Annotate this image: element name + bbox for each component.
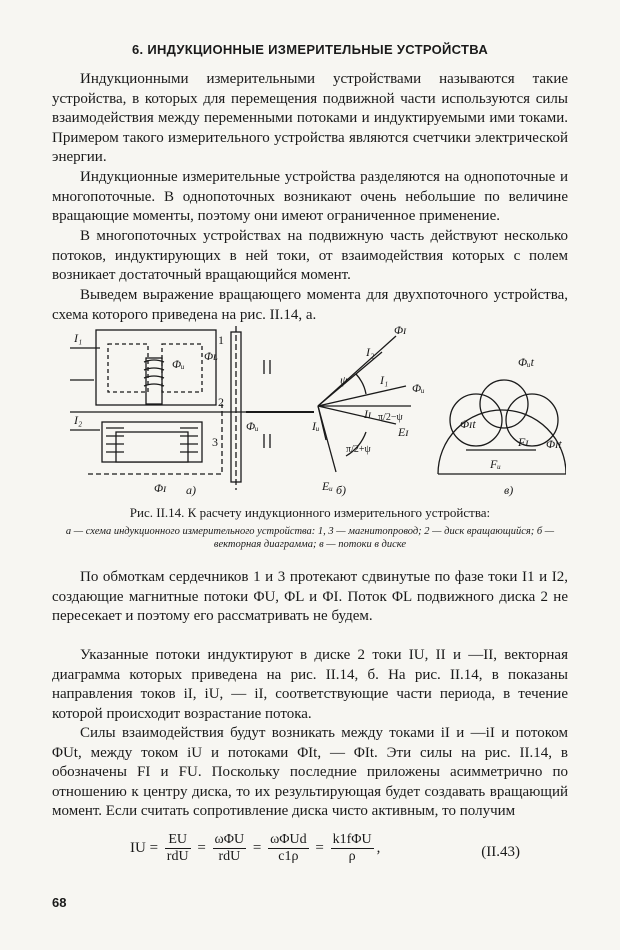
eq-frac-3: $\frac{\text{ωΦUd}}{c1\rho}$ <box>270 832 307 864</box>
svg-text:Φʟ: Φʟ <box>204 349 218 363</box>
svg-text:Fᵤ: Fᵤ <box>490 457 501 471</box>
section-heading: 6. ИНДУКЦИОННЫЕ ИЗМЕРИТЕЛЬНЫЕ УСТРОЙСТВА <box>131 42 489 57</box>
page-number: 68 <box>52 895 67 910</box>
label-i1: I₁ <box>74 331 83 345</box>
svg-text:Φᵤ: Φᵤ <box>246 419 259 433</box>
paragraph-3: В многопоточных устройствах на подвижную часть действуют несколько потоков, индуктирующих в ней токи, от взаимодействия которых с полем возникает достаточный вращающийся момент. <box>52 228 568 283</box>
svg-text:Φɪt: Φɪt <box>460 417 476 431</box>
svg-text:I₂: I₂ <box>366 345 375 359</box>
paragraph-2: Индукционные измерительные устройства разделяются на однопоточные и многопоточные. В однопоточных возникают очень небольшие по величине вращающие моменты, поэтому они имеют ограниченное применение. <box>52 169 568 224</box>
disk-flux-diagram <box>438 380 566 474</box>
svg-text:Iᵤ: Iᵤ <box>312 419 320 433</box>
svg-text:Iɪ: Iɪ <box>364 407 372 421</box>
svg-text:Eᵤ: Eᵤ <box>322 479 333 493</box>
paragraph-5: По обмоткам сердечников 1 и 3 протекают сдвинутые по фазе токи I1 и I2, создающие магнитные потоки ΦU, ΦL и ΦI. Поток ΦL подвижного диска 2 не пересекает и поэтому его рассматривать не будем. <box>52 569 568 624</box>
paragraph-4: Выведем выражение вращающего момента для двухпоточного устройства, схема которого приведена на рис. II.14, а. <box>52 287 568 323</box>
eq-frac-1: $\frac{EU}{\text{rdU}}$ <box>166 832 189 864</box>
equation-number: (II.43) <box>481 844 520 860</box>
svg-text:б): б) <box>336 483 347 497</box>
svg-text:Φᵤt: Φᵤt <box>518 355 534 369</box>
svg-text:I₂: I₂ <box>74 413 83 427</box>
svg-text:Φᵤ: Φᵤ <box>172 357 185 371</box>
svg-text:π/2+ψ: π/2+ψ <box>346 444 371 455</box>
eq-lhs: IU = <box>130 839 159 856</box>
svg-text:Φɪ: Φɪ <box>394 323 407 337</box>
svg-text:1: 1 <box>218 333 224 347</box>
svg-text:Φɪt: Φɪt <box>546 437 562 451</box>
svg-text:Φɪ: Φɪ <box>154 481 167 495</box>
figure-ii-14 <box>66 322 566 498</box>
eq-frac-2: $\frac{\text{ωΦU}}{\text{rdU}}$ <box>214 832 245 864</box>
svg-text:Φᵤ: Φᵤ <box>412 381 425 395</box>
eq-frac-4: $\frac{\text{k1fΦU}}{\rho}$ <box>332 832 372 864</box>
paragraph-6: Указанные потоки индуктируют в диске 2 токи IU, II и —II, векторная диаграмма которых приведена на рис. II.14, б. На рис. II.14, в показаны направления токов iI, iU, — iI, соответствующие части периода, в течение которой происходит возрастание потока. <box>52 647 568 722</box>
figure-caption: Рис. II.14. К расчету индукционного измерительного устройства: <box>129 505 491 520</box>
svg-text:π/2−ψ: π/2−ψ <box>378 412 403 423</box>
paragraph-7: Силы взаимодействия будут возникать между токами iI и —iI и потоком ΦUt, между током iU и потоками ΦIt, — ΦIt. Эти силы на рис. II.14, в обозначены FI и FU. Поскольку последние приложены асимметрично по отношению к центру диска, то их результирующая будет создавать вращающий момент. Если считать сопротивление диска чисто активным, то получим <box>52 725 568 819</box>
svg-text:3: 3 <box>212 435 218 449</box>
equation-ii-43: IU = $\frac{EU}{\text{rdU}}$ = $\frac{\text{ωΦU}}{\text{rdU}}$ = $\frac{\text{ωΦUd}}{c1\rho}$ = $\frac{\text{k1fΦU}}{\rho}$ , (II.43) <box>130 832 520 864</box>
svg-text:Fɪ: Fɪ <box>518 435 529 449</box>
svg-text:ψ: ψ <box>340 373 348 387</box>
svg-text:в): в) <box>504 483 514 497</box>
paragraph-1: Индукционными измерительными устройствами называются такие устройства, в которых для перемещения подвижной части используются силы взаимодействия между переменными потоками и индуктируемыми ими токами. Примером такого измерительного устройства являются счетчики электрической энергии. <box>52 71 568 165</box>
svg-text:I₁: I₁ <box>380 373 389 387</box>
figure-legend: а — схема индукционного измерительного устройства: 1, 3 — магнитопровод; 2 — диск вращающийся; б — векторная диаграмма; в — потоки в диске <box>65 526 555 550</box>
svg-text:а): а) <box>186 483 196 497</box>
figure-drawing <box>66 322 566 498</box>
svg-text:2: 2 <box>218 395 224 409</box>
svg-text:Eɪ: Eɪ <box>398 425 409 439</box>
